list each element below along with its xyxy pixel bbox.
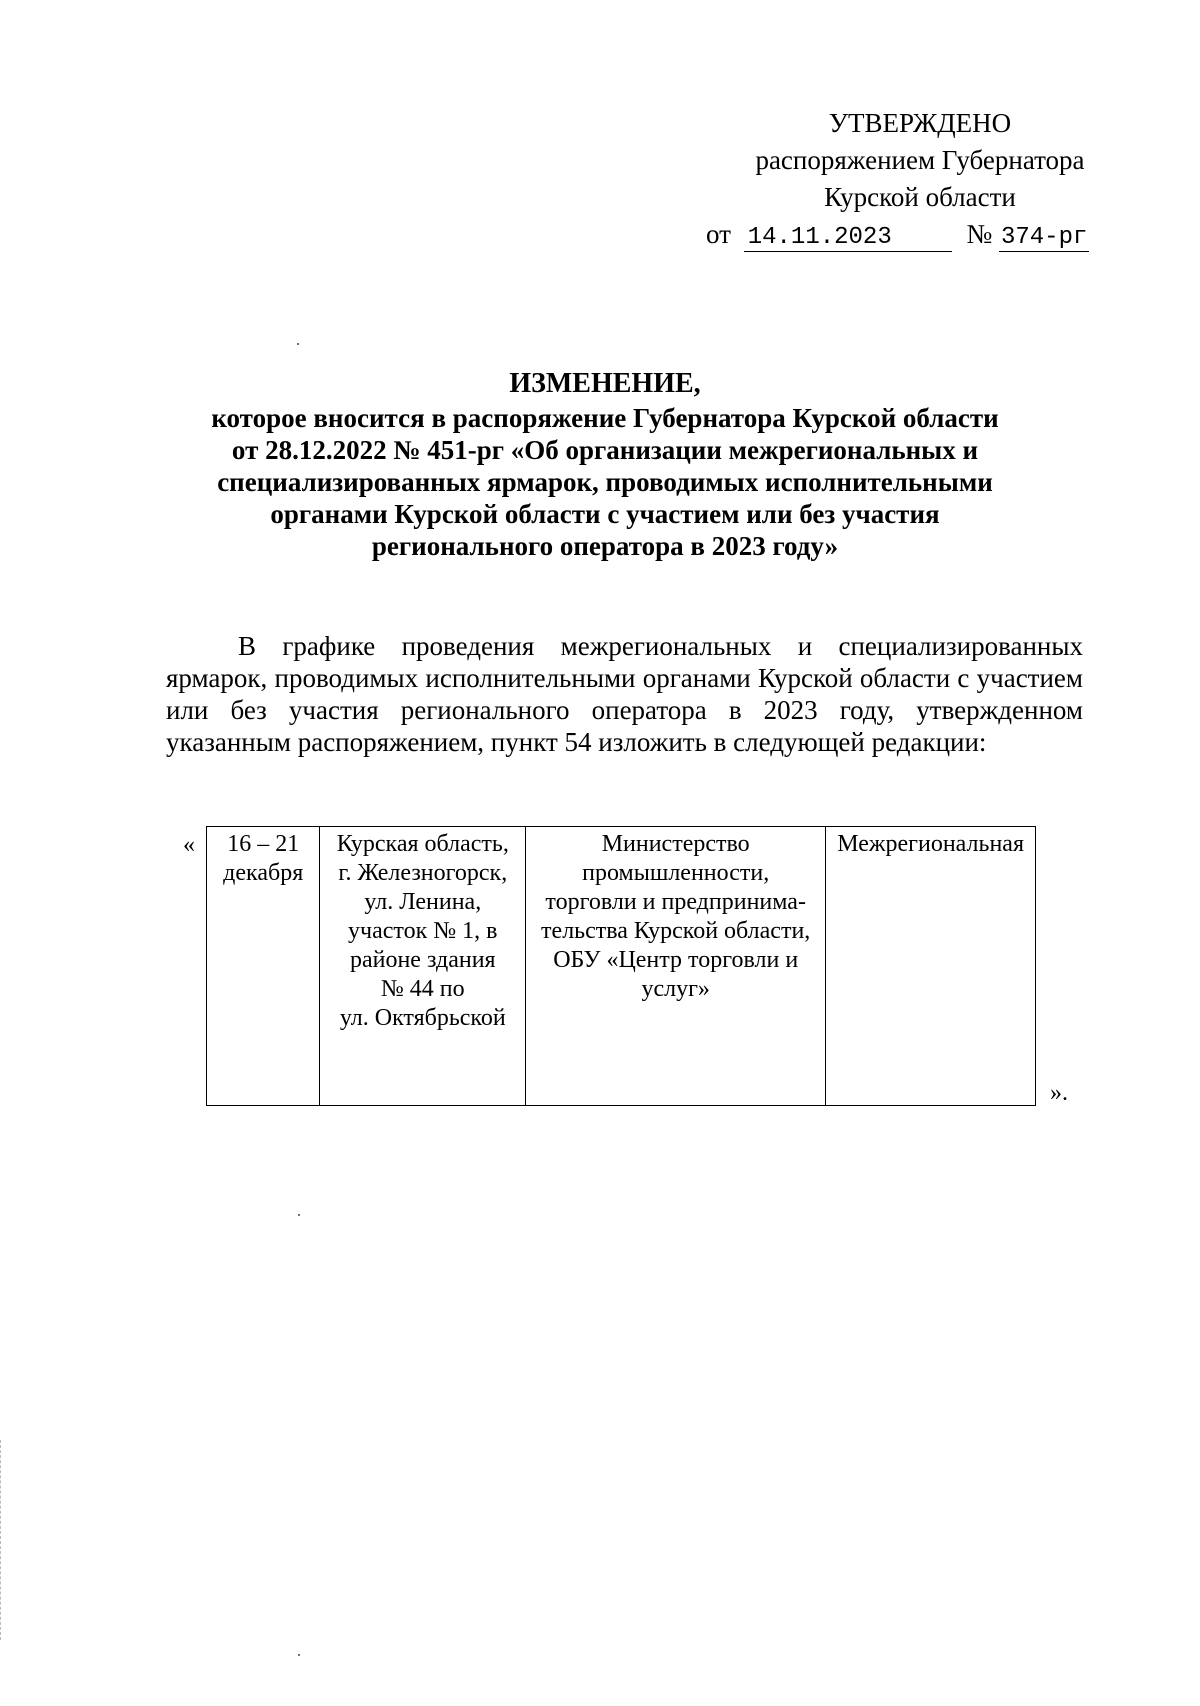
table-row bbox=[207, 827, 1036, 1106]
cell-line: ул. Ленина, bbox=[364, 889, 482, 915]
approval-authority: распоряжением Губернатора bbox=[755, 145, 1085, 175]
cell-line: Курская область, bbox=[336, 831, 509, 857]
cell-line: районе здания bbox=[349, 947, 496, 973]
cell-type bbox=[826, 827, 1036, 1106]
approval-date-line bbox=[700, 216, 1140, 253]
title-line: органами Курской области с участием или без участия bbox=[270, 499, 940, 529]
number-prefix: № bbox=[966, 219, 993, 249]
schedule-table bbox=[206, 826, 1036, 1106]
title-line: которое вносится в распоряжение Губернатора Курской области bbox=[211, 403, 999, 433]
cell-line: Межрегиональная bbox=[837, 831, 1024, 857]
document-title bbox=[160, 368, 1050, 562]
cell-line: декабря bbox=[223, 860, 304, 886]
scan-speck bbox=[298, 1214, 300, 1216]
close-quote: ». bbox=[1050, 1080, 1068, 1106]
title-heading: ИЗМЕНЕНИЕ, bbox=[509, 368, 701, 399]
open-quote: « bbox=[183, 832, 195, 858]
cell-location bbox=[320, 827, 526, 1106]
approval-block bbox=[700, 105, 1140, 253]
scan-speck bbox=[297, 343, 299, 345]
cell-line: торговли и предпринима- bbox=[545, 889, 806, 915]
scan-edge-marks bbox=[0, 1440, 4, 1640]
title-line: от 28.12.2022 № 451-рг «Об организации межрегиональных и bbox=[231, 435, 979, 465]
cell-organizer bbox=[526, 827, 826, 1106]
approval-number: 374-рг bbox=[1000, 224, 1088, 251]
date-prefix: от bbox=[706, 219, 731, 249]
cell-line: Министерство bbox=[601, 831, 750, 857]
cell-line: услуг» bbox=[641, 976, 710, 1002]
cell-line: промышленности, bbox=[582, 860, 770, 886]
title-line: специализированных ярмарок, проводимых исполнительными bbox=[217, 467, 993, 497]
approval-region: Курской области bbox=[824, 182, 1016, 212]
scan-speck bbox=[298, 1654, 300, 1656]
cell-line: ул. Октябрьской bbox=[339, 1005, 506, 1031]
cell-line: № 44 по bbox=[380, 976, 465, 1002]
cell-line: ОБУ «Центр торговли и bbox=[553, 947, 799, 973]
approval-date: 14.11.2023 bbox=[744, 225, 952, 252]
cell-line: тельства Курской области, bbox=[541, 918, 811, 944]
approval-status: УТВЕРЖДЕНО bbox=[828, 108, 1012, 138]
body-text bbox=[166, 630, 1083, 758]
cell-dates bbox=[207, 827, 320, 1106]
cell-line: 16 – 21 bbox=[227, 831, 300, 857]
cell-line: участок № 1, в bbox=[348, 918, 498, 944]
title-line: регионального оператора в 2023 году» bbox=[371, 531, 839, 561]
body-paragraph: В графике проведения межрегиональных и специализированных ярмарок, проводимых исполнительными органами Курской области с участием или без участия регионального оператора в 2023 году, утвержденном указанным распоряжением, пункт 54 изложить в следующей редакции: bbox=[166, 631, 1083, 757]
cell-line: г. Железногорск, bbox=[338, 860, 508, 886]
